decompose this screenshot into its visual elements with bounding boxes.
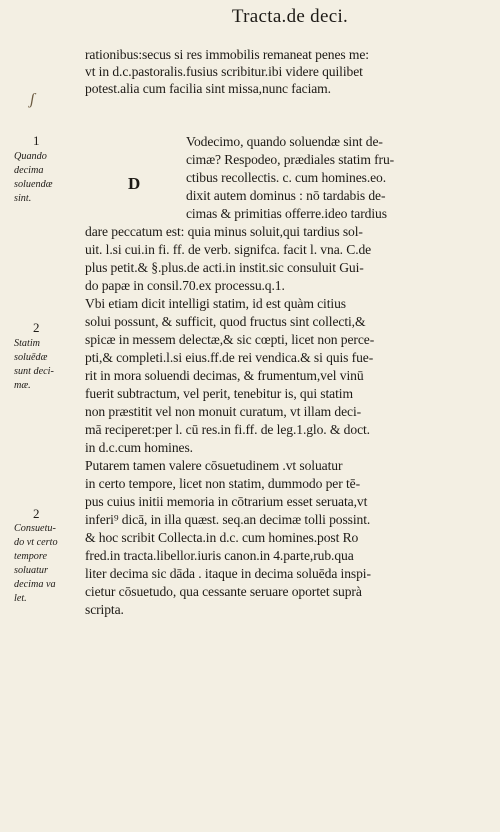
text-line: potest.alia cum facilia sint missa,nunc faciam. bbox=[85, 81, 331, 96]
text-line: spicæ in messem delectæ,& sic cœpti, licet non perce- bbox=[85, 332, 375, 347]
margin-note-line: sint. bbox=[14, 193, 32, 204]
text-line: uit. l.si cui.in fi. ff. de verb. signifca. facit l. vna. C.de bbox=[85, 242, 372, 257]
text-line: Putarem tamen valere cōsuetudinem .vt soluatur bbox=[85, 458, 343, 473]
margin-note-line: Consuetu- bbox=[14, 523, 56, 534]
text-line: fuerit subtractum, vel perit, tenebitur is, qui statim bbox=[85, 386, 353, 401]
text-line: cietur cōsuetudo, qua cessante seruare oportet suprà bbox=[85, 584, 362, 599]
text-line: liter decima sic dāda . itaque in decima soluēda inspi- bbox=[85, 566, 371, 581]
text-line: Vodecimo, quando soluendæ sint de- bbox=[186, 134, 383, 149]
text-line: ctibus recollectis. c. cum homines.eo. bbox=[186, 170, 387, 185]
margin-number: 1 bbox=[33, 133, 40, 148]
running-head: Tracta.de deci. bbox=[231, 6, 349, 27]
margin-note-line: soluatur bbox=[14, 565, 48, 576]
text-line: cimas & primitias offerre.ideo tardius bbox=[186, 206, 387, 221]
margin-note bbox=[14, 150, 72, 206]
margin-note-line: do vt certo bbox=[14, 537, 58, 548]
text-line: in certo tempore, licet non statim, dummodo per tē- bbox=[85, 476, 361, 491]
text-line: in d.c.cum homines. bbox=[85, 440, 193, 455]
text-line: & hoc scribit Collecta.in d.c. cum homines.post Ro bbox=[85, 530, 359, 545]
text-line: solui possunt, & sufficit, quod fructus sint collecti,& bbox=[85, 314, 366, 329]
margin-note-line: soluēdæ bbox=[14, 352, 48, 363]
text-line: Vbi etiam dicit intelligi statim, id est quàm citius bbox=[85, 296, 346, 311]
text-line: fred.in tracta.libellor.iuris canon.in 4.parte,rub.qua bbox=[85, 548, 354, 563]
margin-note bbox=[14, 522, 72, 606]
margin-note-line: decima bbox=[14, 165, 44, 176]
margin-note-line: let. bbox=[14, 593, 27, 604]
text-line: dare peccatum est: quia minus soluit,qui tardius sol- bbox=[85, 224, 363, 239]
text-line: scripta. bbox=[85, 602, 124, 617]
text-line: rit in mora soluendi decimas, & frumentum,vel vinū bbox=[85, 368, 364, 383]
margin-note-line: sunt deci- bbox=[14, 366, 54, 377]
text-line: vt in d.c.pastoralis.fusius scribitur.ibi videre quilibet bbox=[85, 64, 363, 79]
text-line: do papæ in consil.70.ex processu.q.1. bbox=[85, 278, 285, 293]
margin-note-line: Statim bbox=[14, 338, 41, 349]
text-line: dixit autem dominus : nō tardabis de- bbox=[186, 188, 386, 203]
text-line: pus cuius initii memoria in cōtrarium esset seruata,vt bbox=[85, 494, 368, 509]
margin-note bbox=[14, 337, 72, 393]
text-line: plus petit.& §.plus.de acti.in instit.sic consuluit Gui- bbox=[85, 260, 364, 275]
text-line: inferi⁹ dicā, in illa quæst. seq.an decimæ tolli possint. bbox=[85, 512, 371, 527]
margin-number: 2 bbox=[33, 506, 40, 521]
text-line: cimæ? Respodeo, prædiales statim fru- bbox=[186, 152, 395, 167]
text-line: pti,& completi.l.si eius.ff.de rei vendica.& si quis fue- bbox=[85, 350, 374, 365]
margin-note-line: mæ. bbox=[14, 380, 31, 391]
margin-note-line: decima va bbox=[14, 579, 56, 590]
text-line: rationibus:secus si res immobilis remaneat penes me: bbox=[85, 47, 369, 62]
margin-note-line: tempore bbox=[14, 551, 48, 562]
margin-number: 2 bbox=[33, 320, 40, 335]
initial-capital: D bbox=[128, 174, 141, 193]
text-line: mā reciperet:per l. cū res.in fi.ff. de leg.1.glo. & doct. bbox=[85, 422, 370, 437]
margin-note-line: soluendæ bbox=[14, 179, 53, 190]
margin-note-line: Quando bbox=[14, 151, 47, 162]
text-line: non præstitit vel non monuit curatum, vt illam deci- bbox=[85, 404, 362, 419]
marginal-mark: ʃ bbox=[30, 91, 35, 108]
